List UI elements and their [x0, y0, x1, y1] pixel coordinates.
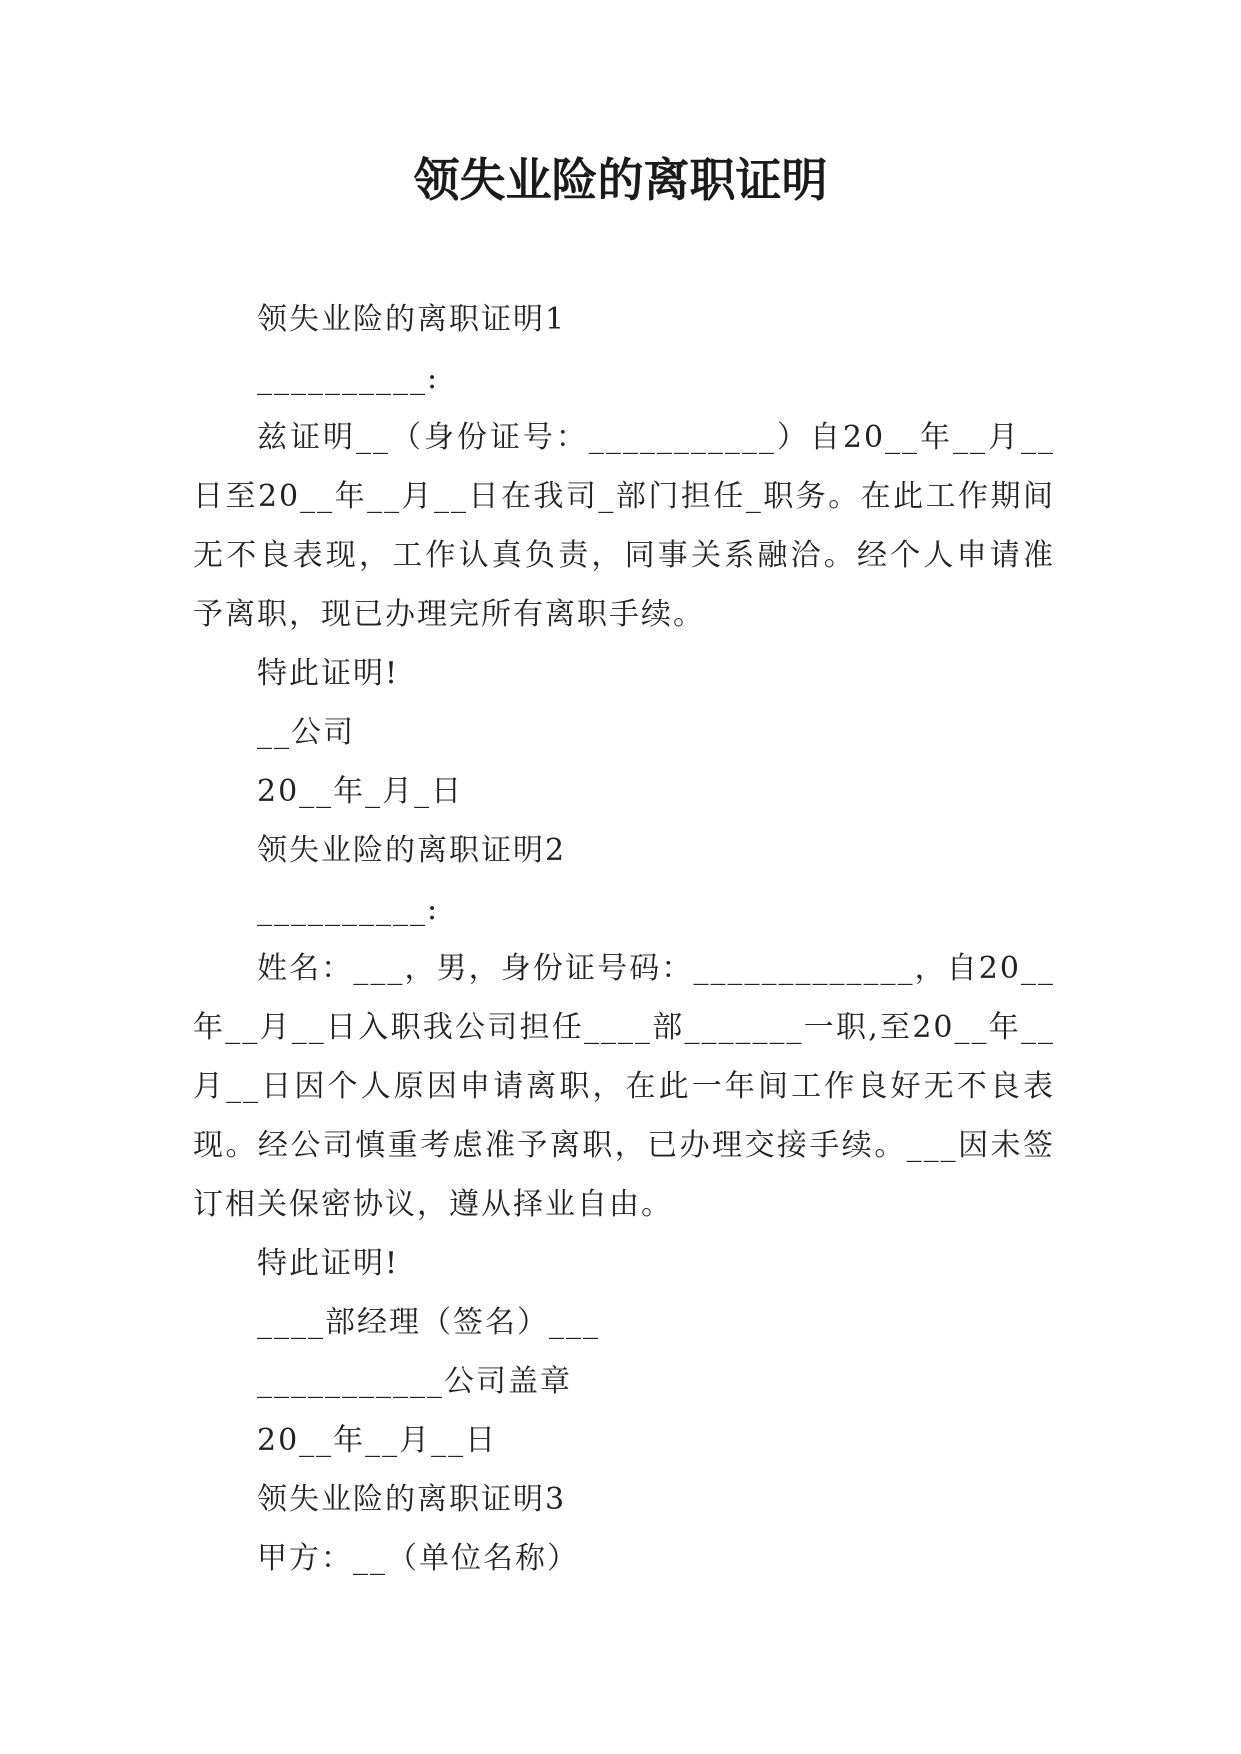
- manager-signature-line: ____部经理（签名）___: [257, 1305, 600, 1340]
- company-line-1: __公司: [257, 715, 355, 750]
- party-a-line: 甲方：__（单位名称）: [257, 1541, 579, 1576]
- section-heading-2: 领失业险的离职证明2: [257, 833, 567, 868]
- addressee-line-1: __________:: [257, 361, 440, 396]
- date-line-1: 20__年_月_日: [257, 774, 464, 809]
- section-heading-3: 领失业险的离职证明3: [257, 1482, 567, 1517]
- document-body: [193, 290, 1055, 1588]
- company-seal-line: ___________公司盖章: [257, 1364, 572, 1399]
- closing-line-1: 特此证明!: [257, 656, 400, 691]
- addressee-line-2: __________:: [257, 892, 440, 927]
- closing-line-2: 特此证明!: [257, 1246, 400, 1281]
- date-line-2: 20__年__月__日: [257, 1423, 498, 1458]
- certificate-paragraph-2: 姓名：___，男，身份证号码：_____________，自20__年__月__日入职我公司担任____部_______一职,至20__年__月__日因个人原因申请离职，在此一年间工作良好无不良表现。经公司慎重考虑准予离职，已办理交接手续。___因未签订相关保密协议，遵从择业自由。: [193, 951, 1055, 1222]
- section-heading-1: 领失业险的离职证明1: [257, 302, 567, 337]
- document-title: 领失业险的离职证明: [413, 153, 828, 207]
- certificate-paragraph-1: 兹证明__（身份证号：___________）自20__年__月__日至20__年__月__日在我司_部门担任_职务。在此工作期间无不良表现，工作认真负责，同事关系融洽。经个人申请准予离职，现已办理完所有离职手续。: [193, 420, 1055, 632]
